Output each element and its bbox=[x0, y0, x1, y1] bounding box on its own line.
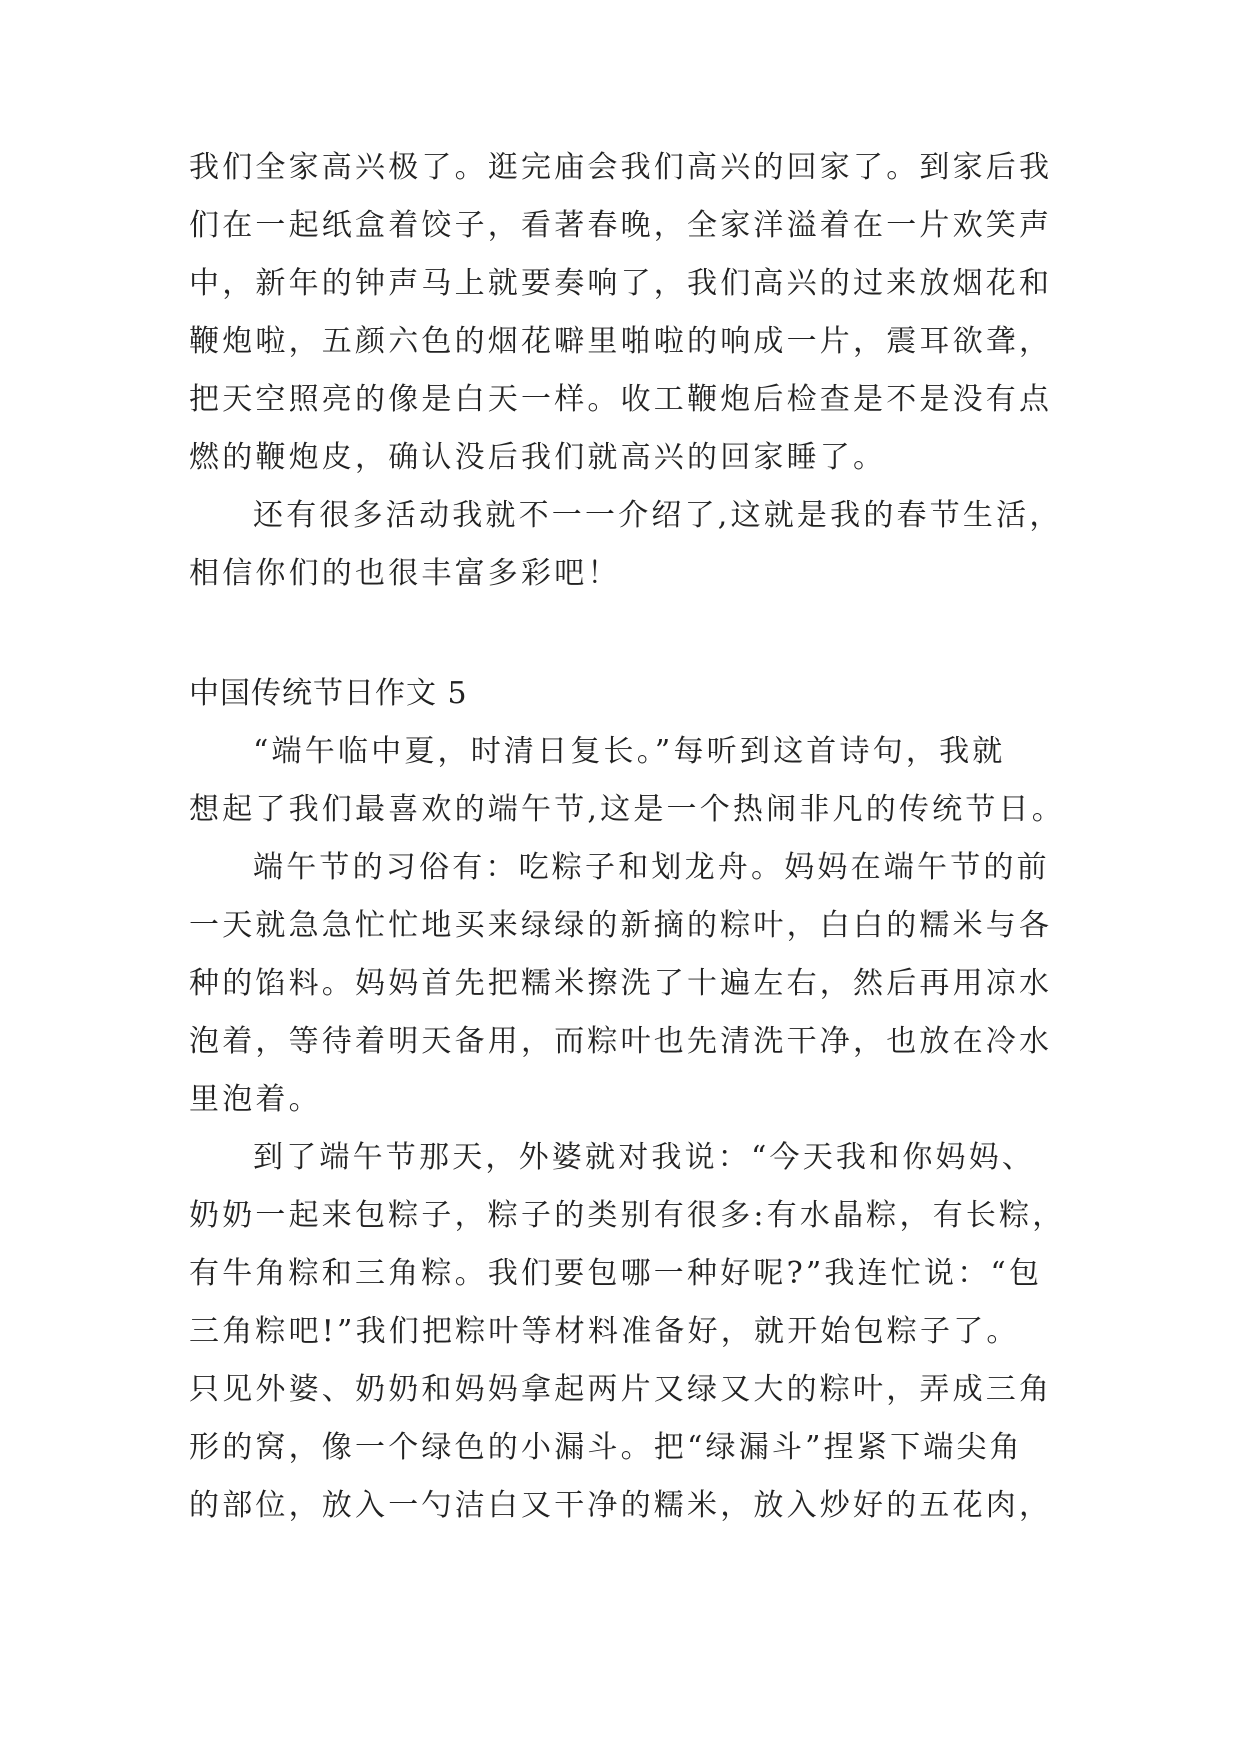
paragraph-line: 我们全家高兴极了。逛完庙会我们高兴的回家了。到家后我 bbox=[189, 150, 1053, 185]
paragraph-line: 想起了我们最喜欢的端午节,这是一个热闹非凡的传统节日。 bbox=[189, 792, 1065, 827]
paragraph-line: 中，新年的钟声马上就要奏响了，我们高兴的过来放烟花和 bbox=[189, 266, 1053, 301]
paragraph-line: 泡着，等待着明天备用，而粽叶也先清洗干净，也放在冷水 bbox=[189, 1024, 1053, 1059]
paragraph-line: 奶奶一起来包粽子，粽子的类别有很多:有水晶粽，有长粽， bbox=[189, 1198, 1066, 1233]
paragraph-line: 们在一起纸盒着饺子，看著春晚，全家洋溢着在一片欢笑声 bbox=[189, 208, 1053, 243]
paragraph-line: 端午节的习俗有：吃粽子和划龙舟。妈妈在端午节的前 bbox=[253, 850, 1050, 885]
paragraph-line: 里泡着。 bbox=[189, 1082, 322, 1117]
paragraph-line: 有牛角粽和三角粽。我们要包哪一种好呢?”我连忙说：“包 bbox=[189, 1256, 1043, 1291]
paragraph-line: 到了端午节那天，外婆就对我说：“今天我和你妈妈、 bbox=[253, 1140, 1036, 1175]
paragraph-line: “端午临中夏，时清日复长。”每听到这首诗句，我就 bbox=[253, 734, 1006, 769]
paragraph-line: 种的馅料。妈妈首先把糯米擦洗了十遍左右，然后再用凉水 bbox=[189, 966, 1053, 1001]
paragraph-line: 形的窝，像一个绿色的小漏斗。把“绿漏斗”捏紧下端尖角 bbox=[189, 1430, 1023, 1465]
paragraph-line: 相信你们的也很丰富多彩吧！ bbox=[189, 556, 621, 591]
paragraph-line: 把天空照亮的像是白天一样。收工鞭炮后检查是不是没有点 bbox=[189, 382, 1053, 417]
paragraph-line: 鞭炮啦，五颜六色的烟花噼里啪啦的响成一片，震耳欲聋， bbox=[189, 324, 1053, 359]
paragraph-line: 燃的鞭炮皮，确认没后我们就高兴的回家睡了。 bbox=[189, 440, 887, 475]
paragraph-line: 的部位，放入一勺洁白又干净的糯米，放入炒好的五花肉， bbox=[189, 1488, 1053, 1523]
paragraph-line: 还有很多活动我就不一一介绍了,这就是我的春节生活， bbox=[253, 498, 1063, 533]
section-title: 中国传统节日作文 5 bbox=[189, 676, 468, 711]
paragraph-line: 三角粽吧!”我们把粽叶等材料准备好，就开始包粽子了。 bbox=[189, 1314, 1020, 1349]
paragraph-line: 只见外婆、奶奶和妈妈拿起两片又绿又大的粽叶，弄成三角 bbox=[189, 1372, 1053, 1407]
paragraph-line: 一天就急急忙忙地买来绿绿的新摘的粽叶，白白的糯米与各 bbox=[189, 908, 1053, 943]
